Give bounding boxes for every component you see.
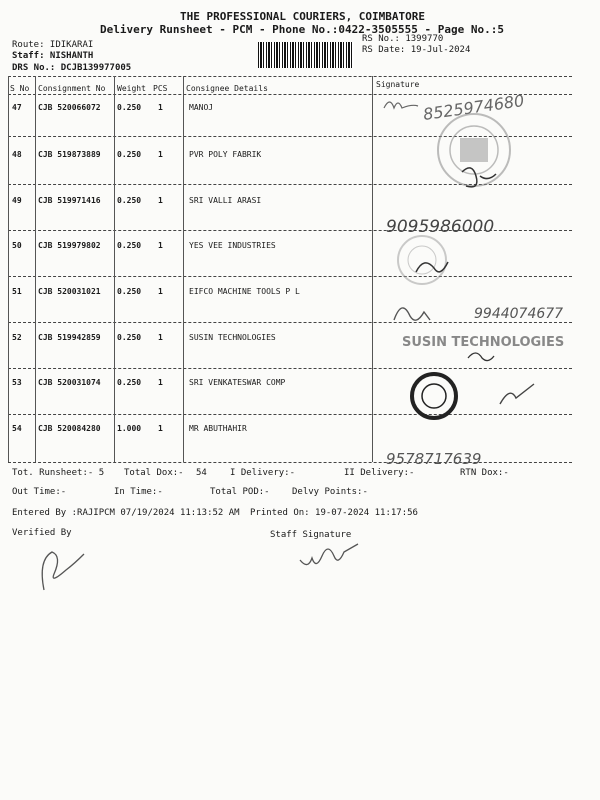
barcode-image bbox=[258, 42, 354, 68]
row-pcs: 1 bbox=[158, 287, 163, 296]
signature-area bbox=[372, 80, 600, 470]
handwritten-phone: 9578717639 bbox=[386, 450, 482, 468]
entered-by: Entered By :RAJIPCM 07/19/2024 11:13:52 AM bbox=[12, 508, 240, 518]
row-consignment-no: CJB 520031021 bbox=[38, 287, 101, 296]
col-header-weight: Weight bbox=[117, 84, 146, 93]
col-header-consignment: Consignment No bbox=[38, 84, 106, 93]
row-consignment-no: CJB 519971416 bbox=[38, 196, 101, 205]
row-consignment-no: CJB 520084280 bbox=[38, 424, 101, 433]
row-consignee: SRI VALLI ARASI bbox=[189, 196, 262, 205]
rtn-dox-label: RTN Dox:- bbox=[460, 468, 509, 478]
total-runsheet: Tot. Runsheet:- 5 bbox=[12, 468, 105, 478]
row-weight: 0.250 bbox=[117, 333, 142, 342]
ii-delivery-label: II Delivery:- bbox=[344, 468, 415, 478]
handwritten-signature bbox=[394, 308, 430, 320]
col-header-signature: Signature bbox=[376, 80, 420, 89]
handwritten-phone: 9944074677 bbox=[474, 306, 564, 322]
row-weight: 1.000 bbox=[117, 424, 142, 433]
row-consignee: SRI VENKATESWAR COMP bbox=[189, 378, 286, 387]
handwritten-signature bbox=[384, 102, 418, 108]
column-line bbox=[183, 76, 184, 462]
total-dox-label: Total Dox:- bbox=[124, 468, 184, 478]
verified-by-label: Verified By bbox=[12, 528, 72, 538]
row-weight: 0.250 bbox=[117, 103, 142, 112]
row-weight: 0.250 bbox=[117, 378, 142, 387]
printed-on: Printed On: 19-07-2024 11:17:56 bbox=[250, 508, 418, 518]
column-line bbox=[8, 76, 9, 462]
column-line bbox=[114, 76, 115, 462]
row-sno: 52 bbox=[12, 333, 22, 342]
col-header-pcs: PCS bbox=[153, 84, 168, 93]
row-pcs: 1 bbox=[158, 424, 163, 433]
in-time-label: In Time:- bbox=[114, 487, 163, 497]
handwritten-phone: 9095986000 bbox=[386, 217, 495, 237]
out-time-label: Out Time:- bbox=[12, 487, 67, 497]
staff-signature-label: Staff Signature bbox=[270, 530, 352, 540]
handwritten-signature bbox=[468, 353, 494, 361]
row-pcs: 1 bbox=[158, 378, 163, 387]
row-weight: 0.250 bbox=[117, 196, 142, 205]
row-pcs: 1 bbox=[158, 103, 163, 112]
row-consignee: YES VEE INDUSTRIES bbox=[189, 241, 276, 250]
company-name: THE PROFESSIONAL COURIERS, COIMBATORE bbox=[180, 10, 426, 23]
row-pcs: 1 bbox=[158, 241, 163, 250]
row-sno: 54 bbox=[12, 424, 22, 433]
handwritten-signature bbox=[462, 168, 496, 187]
handwritten-signature bbox=[500, 384, 534, 404]
row-weight: 0.250 bbox=[117, 241, 142, 250]
row-sno: 51 bbox=[12, 287, 22, 296]
row-consignment-no: CJB 519873889 bbox=[38, 150, 101, 159]
company-stamp bbox=[398, 236, 446, 284]
rs-number: RS No.: 1399770 bbox=[362, 34, 444, 44]
column-line bbox=[35, 76, 36, 462]
col-header-consignee: Consignee Details bbox=[186, 84, 268, 93]
row-consignee: PVR POLY FABRIK bbox=[189, 150, 262, 159]
total-pod-label: Total POD:- bbox=[210, 487, 270, 497]
row-consignment-no: CJB 520066072 bbox=[38, 103, 101, 112]
verifier-signature bbox=[30, 540, 90, 600]
table-top-border bbox=[8, 76, 572, 77]
row-consignee: SUSIN TECHNOLOGIES bbox=[189, 333, 276, 342]
row-consignee: MANOJ bbox=[189, 103, 214, 112]
col-header-sno: S No bbox=[10, 84, 30, 93]
row-consignment-no: CJB 519942859 bbox=[38, 333, 101, 342]
row-weight: 0.250 bbox=[117, 287, 142, 296]
row-sno: 49 bbox=[12, 196, 22, 205]
row-consignee: MR ABUTHAHIR bbox=[189, 424, 247, 433]
row-sno: 48 bbox=[12, 150, 22, 159]
rs-date: RS Date: 19-Jul-2024 bbox=[362, 45, 471, 55]
company-stamp-text: SUSIN TECHNOLOGIES bbox=[402, 335, 565, 350]
row-pcs: 1 bbox=[158, 196, 163, 205]
row-consignee: EIFCO MACHINE TOOLS P L bbox=[189, 287, 300, 296]
row-pcs: 1 bbox=[158, 150, 163, 159]
row-sno: 53 bbox=[12, 378, 22, 387]
row-pcs: 1 bbox=[158, 333, 163, 342]
runsheet-subtitle: Delivery Runsheet - PCM - Phone No.:0422-3505555 - Page No.:5 bbox=[100, 23, 504, 36]
i-delivery-label: I Delivery:- bbox=[230, 468, 296, 478]
row-consignment-no: CJB 520031074 bbox=[38, 378, 101, 387]
handwritten-phone: 8525974680 bbox=[421, 90, 526, 124]
row-sno: 50 bbox=[12, 241, 22, 250]
delivery-points-label: Delvy Points:- bbox=[292, 487, 368, 497]
staff-label: Staff: NISHANTH bbox=[12, 51, 94, 61]
company-stamp bbox=[412, 374, 456, 418]
route-label: Route: IDIKARAI bbox=[12, 40, 94, 50]
staff-signature bbox=[296, 540, 366, 576]
drs-number: DRS No.: DCJB139977005 bbox=[12, 63, 132, 73]
total-dox-value: 54 bbox=[196, 468, 207, 478]
row-sno: 47 bbox=[12, 103, 22, 112]
company-stamp bbox=[438, 114, 510, 186]
row-weight: 0.250 bbox=[117, 150, 142, 159]
row-consignment-no: CJB 519979802 bbox=[38, 241, 101, 250]
